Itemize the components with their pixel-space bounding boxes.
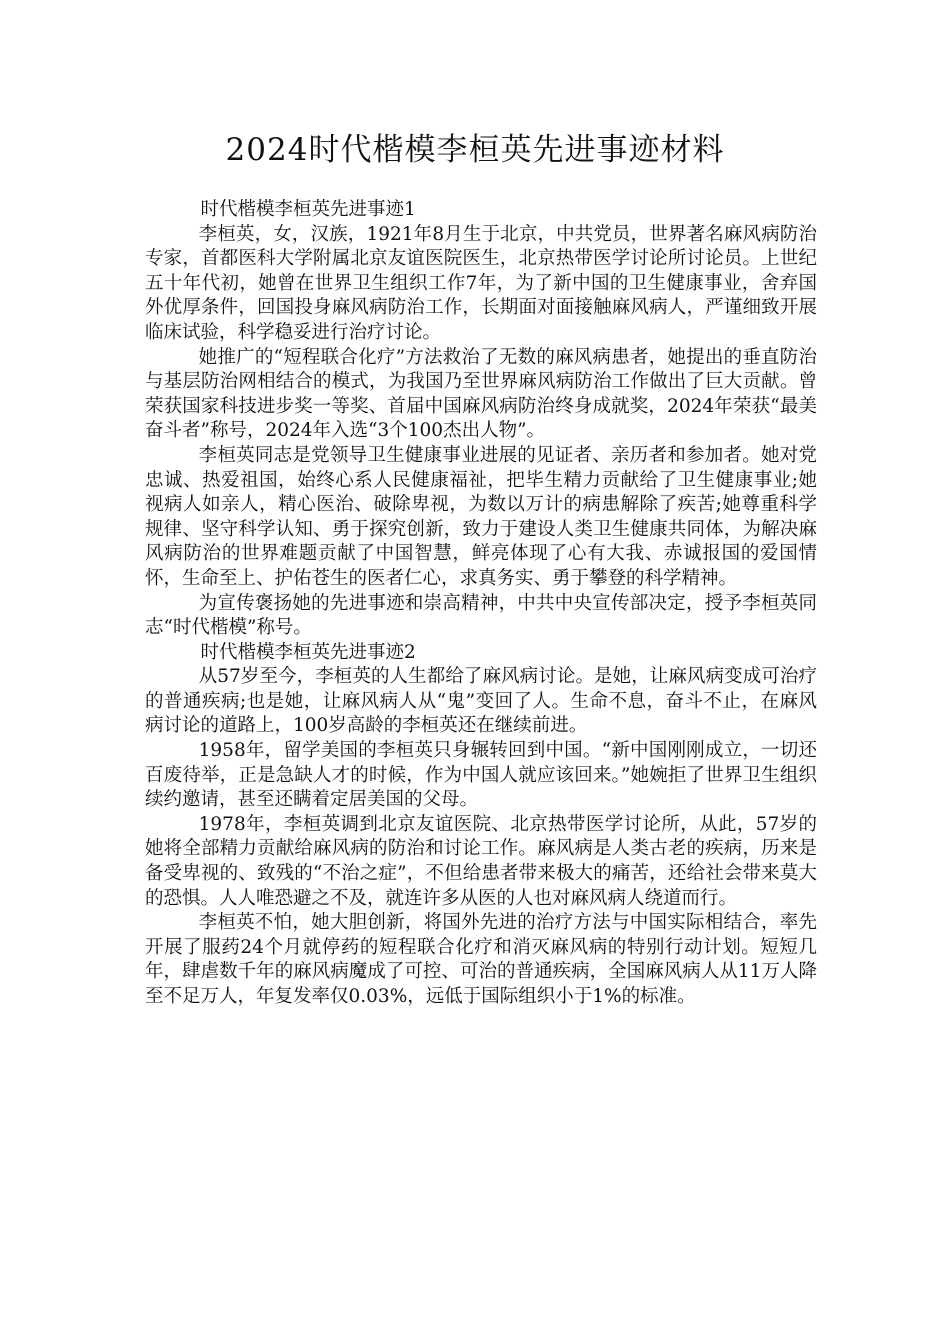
section-heading-1: 时代楷模李桓英先进事迹1 bbox=[200, 199, 416, 220]
paragraph: 李桓英，女，汉族，1921年8月生于北京，中共党员，世界著名麻风病防治专家，首都医科大学附属北京友谊医院医生，北京热带医学讨论所讨论员。上世纪五十年代初，她曾在世界卫生组织工作7年，为了新中国的卫生健康事业，舍弃国外优厚条件，回国投身麻风病防治工作，长期面对面接触麻风病人，严谨细致开展临床试验，科学稳妥进行治疗讨论。 bbox=[145, 223, 817, 343]
paragraph: 1978年，李桓英调到北京友谊医院、北京热带医学讨论所，从此，57岁的她将全部精力贡献给麻风病的防治和讨论工作。麻风病是人类古老的疾病，历来是备受卑视的、致残的“不治之症”，不但给患者带来极大的痛苦，还给社会带来莫大的恐惧。人人唯恐避之不及，就连许多从医的人也对麻风病人绕道而行。 bbox=[145, 813, 817, 909]
paragraph: 她推广的“短程联合化疗”方法救治了无数的麻风病患者，她提出的垂直防治与基层防治网相结合的模式，为我国乃至世界麻风病防治工作做出了巨大贡献。曾荣获国家科技进步奖一等奖、首届中国麻风病防治终身成就奖，2024年荣获“最美奋斗者”称号，2024年入选“3个100杰出人物”。 bbox=[145, 346, 817, 442]
paragraph: 从57岁至今，李桓英的人生都给了麻风病讨论。是她，让麻风病变成可治疗的普通疾病;也是她，让麻风病人从“鬼”变回了人。生命不息，奋斗不止，在麻风病讨论的道路上，100岁高龄的李桓英还在继续前进。 bbox=[145, 666, 817, 737]
section-heading-2: 时代楷模李桓英先进事迹2 bbox=[200, 641, 416, 663]
paragraph: 李桓英同志是党领导卫生健康事业进展的见证者、亲历者和参加者。她对党忠诚、热爱祖国，始终心系人民健康福祉，把毕生精力贡献给了卫生健康事业;她视病人如亲人，精心医治、破除卑视，为数以万计的病患解除了疾苦;她尊重科学规律、坚守科学认知、勇于探究创新，致力于建设人类卫生健康共同体，为解决麻风病防治的世界难题贡献了中国智慧，鲜亮体现了心有大我、赤诚报国的爱国情怀，生命至上、护佑苍生的医者仁心，求真务实、勇于攀登的科学精神。 bbox=[145, 444, 817, 589]
document-title: 2024时代楷模李桓英先进事迹材料 bbox=[225, 132, 725, 168]
document-body bbox=[145, 198, 817, 1010]
paragraph: 1958年，留学美国的李桓英只身辗转回到中国。“新中国刚刚成立，一切还百废待举，正是急缺人才的时候，作为中国人就应该回来。”她婉拒了世界卫生组织续约邀请，甚至还瞒着定居美国的父母。 bbox=[145, 740, 817, 811]
paragraph: 为宣传褒扬她的先进事迹和崇高精神，中共中央宣传部决定，授予李桓英同志“时代楷模”称号。 bbox=[145, 592, 817, 639]
paragraph: 李桓英不怕，她大胆创新，将国外先进的治疗方法与中国实际相结合，率先开展了服药24个月就停药的短程联合化疗和消灭麻风病的特别行动计划。短短几年，肆虐数千年的麻风病魔成了可控、可治的普通疾病，全国麻风病人从11万人降至不足万人，年复发率仅0.03%，远低于国际组织小于1%的标准。 bbox=[145, 912, 817, 1007]
